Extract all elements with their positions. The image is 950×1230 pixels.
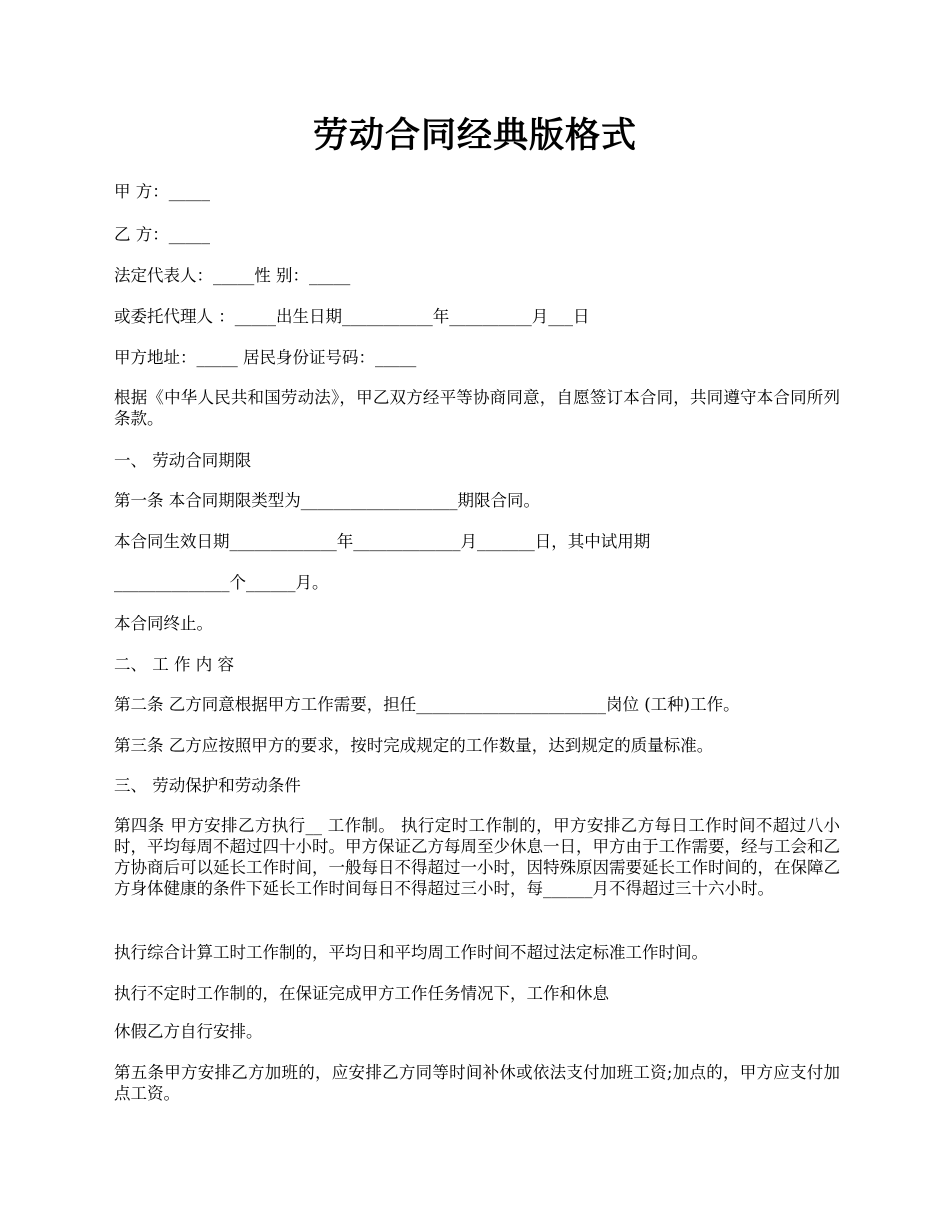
party-a-line: 甲 方：_____ (114, 182, 210, 201)
section-heading-protection: 三、 劳动保护和劳动条件 (114, 776, 301, 795)
effective-date-line: 本合同生效日期_____________年_____________月_______日，其中试用期 (114, 532, 651, 551)
preamble-paragraph: 根据《中华人民共和国劳动法》，甲乙双方经平等协商同意，自愿签订本合同，共同遵守本合同所列条款。 (114, 388, 840, 428)
agent-birthdate-line: 或委托代理人 ：_____出生日期___________年__________月___日 (114, 307, 590, 326)
termination-line: 本合同终止。 (114, 614, 213, 633)
section-heading-work: 二、 工 作 内 容 (114, 655, 234, 674)
document-title: 劳动合同经典版格式 (312, 115, 637, 156)
probation-line: ______________个______月。 (114, 573, 329, 592)
article-1-line: 第一条 本合同期限类型为___________________期限合同。 (114, 491, 540, 510)
article-3-line: 第三条 乙方应按照甲方的要求，按时完成规定的工作数量，达到规定的质量标准。 (114, 736, 714, 755)
section-heading-term: 一、 劳动合同期限 (114, 451, 252, 470)
article-4-paragraph: 第四条 甲方安排乙方执行__ 工作制。 执行定时工作制的，甲方安排乙方每日工作时间不超过八小时，平均每周不超过四十小时。甲方保证乙方每周至少休息一日，甲方由于工作需要，经与工会和乙方协商后可以延长工作时间，一般每日不得超过一小时，因特殊原因需要延长工作时间的，在保障乙方身体健康的条件下延长工作时间每日不得超过三小时，每______月不得超过三十六小时。 (114, 816, 840, 898)
rest-arrangement-line: 休假乙方自行安排。 (114, 1022, 263, 1041)
article-2-line: 第二条 乙方同意根据甲方工作需要，担任_______________________岗位 (工种)工作。 (114, 695, 740, 714)
article-5-paragraph: 第五条甲方安排乙方加班的，应安排乙方同等时间补休或依法支付加班工资;加点的，甲方应支付加点工资。 (114, 1063, 840, 1103)
legal-representative-line: 法定代表人：_____性 别：_____ (114, 266, 351, 285)
address-id-line: 甲方地址：_____ 居民身份证号码：_____ (114, 348, 417, 367)
flexible-hours-line: 执行不定时工作制的，在保证完成甲方工作任务情况下，工作和休息 (114, 984, 609, 1003)
party-b-line: 乙 方：_____ (114, 225, 210, 244)
comprehensive-hours-line: 执行综合计算工时工作制的，平均日和平均周工作时间不超过法定标准工作时间。 (114, 943, 708, 962)
